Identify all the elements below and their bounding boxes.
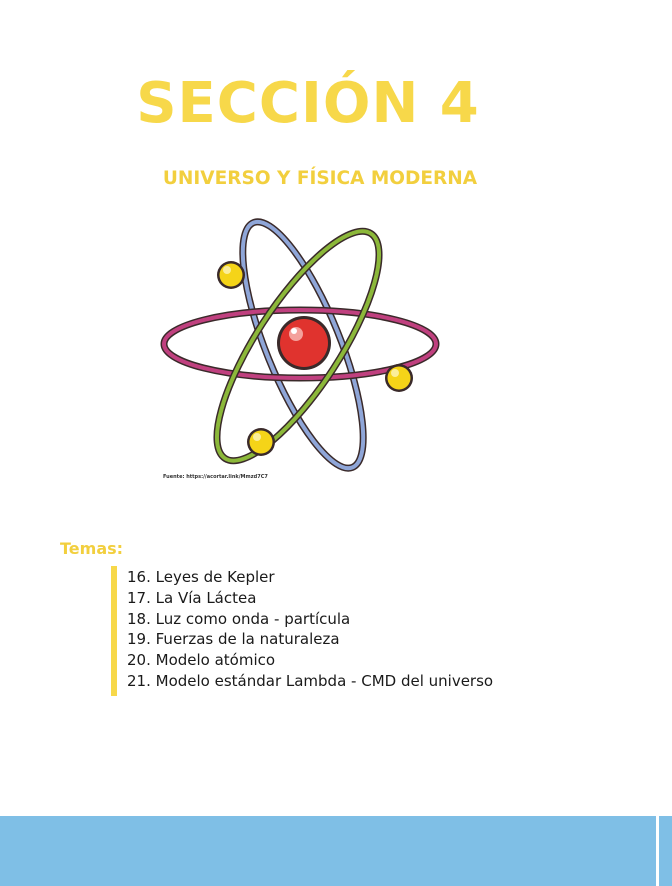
electron-top-left <box>217 261 245 289</box>
topic-item: 19. Fuerzas de la naturaleza <box>127 630 340 649</box>
topic-item: 18. Luz como onda - partícula <box>127 609 351 628</box>
section-title: SECCIÓN 4 <box>136 71 480 136</box>
topic-item: 20. Modelo atómico <box>127 651 276 670</box>
topics-accent-bar <box>111 566 117 696</box>
topics-list <box>127 567 493 692</box>
topic-item: 16. Leyes de Kepler <box>127 568 275 586</box>
figure-source-note: Fuente: https://acortar.link/Mmzd7C7 <box>163 474 268 480</box>
topic-item: 21. Modelo estándar Lambda - CMD del universo <box>127 671 494 690</box>
section-subtitle: UNIVERSO Y FÍSICA MODERNA <box>162 168 478 189</box>
electron-bottom-left <box>247 428 275 456</box>
atom-illustration <box>158 218 448 480</box>
topics-heading: Temas: <box>60 539 124 558</box>
nucleus <box>277 316 331 370</box>
footer-edge <box>659 816 672 886</box>
electron-right <box>385 364 413 392</box>
topic-item: 17. La Vía Láctea <box>127 588 257 607</box>
footer-band <box>0 816 656 886</box>
